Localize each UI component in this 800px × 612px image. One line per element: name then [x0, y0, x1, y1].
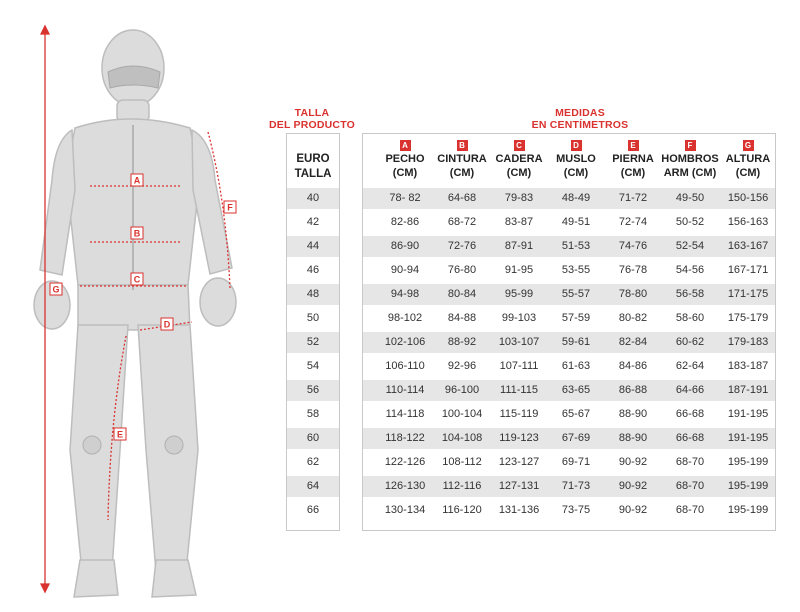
dimension-tag-d: D — [163, 319, 171, 330]
size-cell: 64 — [306, 480, 320, 492]
size-cell: 62 — [306, 456, 320, 468]
column-unit: (CM) — [392, 167, 418, 179]
measurement-cell: 90-94 — [390, 264, 420, 276]
measurement-cell: 66-68 — [675, 432, 705, 444]
measurement-cell: 82-84 — [618, 336, 648, 348]
dimension-tag-a: A — [133, 175, 141, 186]
measurement-cell: 167-171 — [727, 264, 769, 276]
measurement-cell: 84-86 — [618, 360, 648, 372]
column-name: MUSLO — [556, 153, 596, 165]
measurement-cell: 79-83 — [504, 192, 534, 204]
measurement-cell: 110-114 — [385, 384, 425, 396]
column-unit: (CM) — [563, 167, 589, 179]
measurement-cell: 69-71 — [561, 456, 591, 468]
measurement-cell: 90-92 — [618, 456, 648, 468]
measurement-cell: 56-58 — [675, 288, 705, 300]
measurement-cell: 71-73 — [561, 480, 591, 492]
measurement-cell: 96-100 — [444, 384, 480, 396]
measurement-cell: 68-72 — [447, 216, 477, 228]
column-unit: (CM) — [620, 167, 646, 179]
measurements-header: MEDIDAS EN CENTÍMETROS — [531, 107, 629, 131]
measurement-cell: 90-92 — [618, 504, 648, 516]
measurement-cell: 88-92 — [447, 336, 477, 348]
measurement-cell: 50-52 — [675, 216, 705, 228]
measurement-cell: 94-98 — [390, 288, 420, 300]
measurement-cell: 76-78 — [618, 264, 648, 276]
measurement-cell: 112-116 — [442, 480, 482, 492]
column-header — [718, 138, 778, 180]
measurement-cell: 86-88 — [618, 384, 648, 396]
measurement-cell: 64-68 — [447, 192, 477, 204]
column-name: CINTURA — [437, 153, 487, 165]
measurement-cell: 115-119 — [499, 408, 539, 420]
column-letter-badge: D — [571, 140, 582, 151]
measurement-cell: 104-108 — [441, 432, 483, 444]
measurement-cell: 68-70 — [675, 504, 705, 516]
size-cell: 60 — [306, 432, 320, 444]
measurement-cell: 73-75 — [561, 504, 591, 516]
measurement-cell: 49-50 — [675, 192, 705, 204]
measurement-cell: 55-57 — [561, 288, 591, 300]
measurement-cell: 51-53 — [561, 240, 591, 252]
dimension-tag-e: E — [116, 429, 124, 440]
product-size-header: TALLA DEL PRODUCTO — [268, 107, 356, 131]
column-header — [603, 138, 663, 180]
talla-label: TALLA — [294, 168, 332, 180]
dimension-tag-b: B — [133, 228, 141, 239]
column-letter-badge: B — [457, 140, 468, 151]
measurement-cell: 74-76 — [618, 240, 648, 252]
column-name: PIERNA — [612, 153, 654, 165]
measurement-cell: 91-95 — [504, 264, 534, 276]
size-cell: 56 — [306, 384, 320, 396]
euro-label: EURO — [296, 153, 330, 165]
size-cell: 48 — [306, 288, 320, 300]
column-letter-badge: E — [628, 140, 639, 151]
measurement-cell: 191-195 — [727, 432, 769, 444]
size-cell: 42 — [306, 216, 320, 228]
size-cell: 46 — [306, 264, 320, 276]
measurement-cell: 54-56 — [675, 264, 705, 276]
measurement-cell: 86-90 — [390, 240, 420, 252]
column-unit: (CM) — [506, 167, 532, 179]
measurement-cell: 82-86 — [390, 216, 420, 228]
measurement-cell: 95-99 — [504, 288, 534, 300]
measurement-cell: 78-80 — [618, 288, 648, 300]
measurement-cell: 48-49 — [561, 192, 591, 204]
measurement-cell: 60-62 — [675, 336, 705, 348]
size-cell: 58 — [306, 408, 320, 420]
measurement-cell: 68-70 — [675, 480, 705, 492]
measurement-cell: 80-82 — [618, 312, 648, 324]
measurement-cell: 71-72 — [618, 192, 648, 204]
measurement-cell: 76-80 — [447, 264, 477, 276]
measurement-cell: 61-63 — [561, 360, 591, 372]
measurement-cell: 131-136 — [498, 504, 540, 516]
measurement-cell: 122-126 — [384, 456, 426, 468]
column-header — [546, 138, 606, 180]
measurement-cell: 106-110 — [385, 360, 425, 372]
measurement-cell: 107-111 — [499, 360, 539, 372]
column-header — [375, 138, 435, 180]
measurement-cell: 92-96 — [447, 360, 477, 372]
column-name: PECHO — [385, 153, 425, 165]
measurement-cell: 171-175 — [727, 288, 769, 300]
measurement-cell: 195-199 — [727, 504, 769, 516]
measurement-cell: 103-107 — [498, 336, 540, 348]
measurement-cell: 84-88 — [447, 312, 477, 324]
size-cell: 44 — [306, 240, 320, 252]
measurement-cell: 187-191 — [727, 384, 769, 396]
column-name: HOMBROS — [661, 153, 719, 165]
measurement-cell: 123-127 — [498, 456, 540, 468]
measurement-cell: 64-66 — [675, 384, 705, 396]
size-cell: 66 — [306, 504, 320, 516]
size-cell: 40 — [306, 192, 320, 204]
measurement-cell: 90-92 — [618, 480, 648, 492]
column-unit: (CM) — [735, 167, 761, 179]
size-cell: 50 — [306, 312, 320, 324]
measurement-cell: 88-90 — [618, 432, 648, 444]
measurement-cell: 179-183 — [727, 336, 769, 348]
measurement-cell: 111-115 — [500, 384, 538, 396]
measurement-cell: 114-118 — [385, 408, 425, 420]
size-cell: 54 — [306, 360, 320, 372]
measurement-cell: 130-134 — [384, 504, 426, 516]
measurement-cell: 62-64 — [675, 360, 705, 372]
measurement-cell: 126-130 — [384, 480, 426, 492]
measurement-cell: 98-102 — [387, 312, 423, 324]
dimension-tag-g: G — [52, 284, 60, 295]
measurement-cell: 183-187 — [727, 360, 769, 372]
column-name: CADERA — [495, 153, 543, 165]
column-header — [660, 138, 720, 180]
measurement-cell: 72-76 — [447, 240, 477, 252]
measurement-cell: 150-156 — [727, 192, 769, 204]
measurement-cell: 127-131 — [498, 480, 540, 492]
measurement-cell: 102-106 — [384, 336, 426, 348]
measurement-cell: 63-65 — [561, 384, 591, 396]
dimension-tag-c: C — [133, 274, 141, 285]
rider-figure-illustration — [0, 0, 250, 612]
measurement-cell: 53-55 — [561, 264, 591, 276]
measurement-cell: 119-123 — [499, 432, 539, 444]
measurement-cell: 175-179 — [727, 312, 769, 324]
measurement-cell: 99-103 — [501, 312, 537, 324]
measurement-cell: 66-68 — [675, 408, 705, 420]
measurement-cell: 156-163 — [727, 216, 769, 228]
measurement-cell: 108-112 — [442, 456, 482, 468]
measurement-cell: 49-51 — [561, 216, 591, 228]
measurement-cell: 116-120 — [442, 504, 482, 516]
measurement-cell: 65-67 — [561, 408, 591, 420]
size-cell: 52 — [306, 336, 320, 348]
measurement-cell: 88-90 — [618, 408, 648, 420]
measurement-cell: 58-60 — [675, 312, 705, 324]
measurement-cell: 191-195 — [727, 408, 769, 420]
column-unit: ARM (CM) — [663, 167, 717, 179]
measurement-cell: 57-59 — [561, 312, 591, 324]
column-header — [489, 138, 549, 180]
column-unit: (CM) — [449, 167, 475, 179]
dimension-tag-f: F — [227, 202, 233, 213]
measurement-cell: 195-199 — [727, 480, 769, 492]
measurement-cell: 72-74 — [618, 216, 648, 228]
measurement-cell: 78- 82 — [389, 192, 421, 204]
measurement-cell: 83-87 — [504, 216, 534, 228]
column-letter-badge: C — [514, 140, 525, 151]
measurement-cell: 100-104 — [441, 408, 483, 420]
measurement-cell: 68-70 — [675, 456, 705, 468]
measurement-cell: 118-122 — [385, 432, 425, 444]
measurement-cell: 67-69 — [561, 432, 591, 444]
measurement-cell: 87-91 — [504, 240, 534, 252]
measurement-cell: 163-167 — [727, 240, 769, 252]
column-letter-badge: A — [400, 140, 411, 151]
column-letter-badge: F — [685, 140, 696, 151]
measurement-cell: 52-54 — [675, 240, 705, 252]
column-header — [432, 138, 492, 180]
measurement-cell: 80-84 — [447, 288, 477, 300]
column-name: ALTURA — [725, 153, 771, 165]
measurement-cell: 195-199 — [727, 456, 769, 468]
column-letter-badge: G — [743, 140, 754, 151]
measurement-cell: 59-61 — [561, 336, 591, 348]
